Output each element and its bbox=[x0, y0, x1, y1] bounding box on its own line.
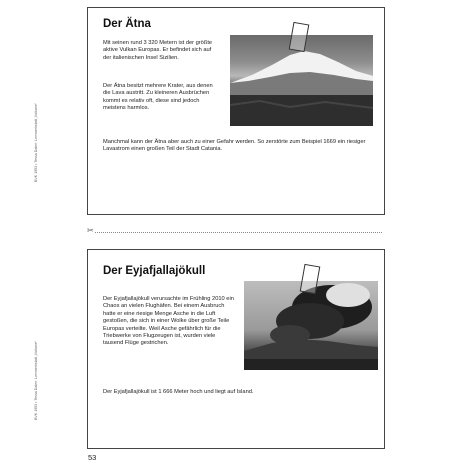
card-title-etna: Der Ätna bbox=[103, 18, 151, 30]
info-card-eyjafjallajokull bbox=[87, 249, 385, 449]
copyright-label-top: BVK 1953 • Tessa Dalen: Lernwerkstatt „Vulkane“ bbox=[34, 103, 38, 182]
scissors-icon: ✂ bbox=[87, 226, 94, 235]
etna-paragraph-2: Der Ätna besitzt mehrere Krater, aus denen die Lava austritt. Zu kleineren Ausbrüchen kommt es relativ oft, diese sind jedoch meistens harmlos. bbox=[103, 83, 213, 112]
etna-paragraph-1: Mit seinen rund 3 320 Metern ist der größte aktive Vulkan Europas. Er befindet sich auf der italienischen Insel Sizilien. bbox=[103, 40, 213, 61]
cut-line bbox=[95, 232, 382, 233]
eyjafjallajokull-paragraph-1: Der Eyjafjallajökull verursachte im Frühling 2010 ein Chaos an vielen Flughäfen. Bei einem Ausbruch hatte er eine riesige Menge Asche in die Luft gestoßen, die sich in einer Wolke über große Teile Europas verteilte. Weil Asche gefährlich für die Triebwerke von Flugzeugen ist, wurden viele tausend Flüge gestrichen. bbox=[103, 296, 234, 347]
eyjafjallajokull-paragraph-2: Der Eyjafjallajökull ist 1 666 Meter hoch und liegt auf Island. bbox=[103, 389, 254, 395]
info-card-etna bbox=[87, 7, 385, 215]
eyjafjallajokull-photo bbox=[244, 281, 378, 370]
page-number: 53 bbox=[88, 453, 97, 462]
copyright-label-bottom: BVK 1953 • Tessa Dalen: Lernwerkstatt „Vulkane“ bbox=[34, 341, 38, 420]
card-title-eyjafjallajokull: Der Eyjafjallajökull bbox=[103, 265, 206, 277]
etna-paragraph-3: Manchmal kann der Ätna aber auch zu einer Gefahr werden. So zerstörte zum Beispiel 1669 ein riesiger Lavastrom einen großen Teil der Stadt Catania. bbox=[103, 139, 366, 153]
